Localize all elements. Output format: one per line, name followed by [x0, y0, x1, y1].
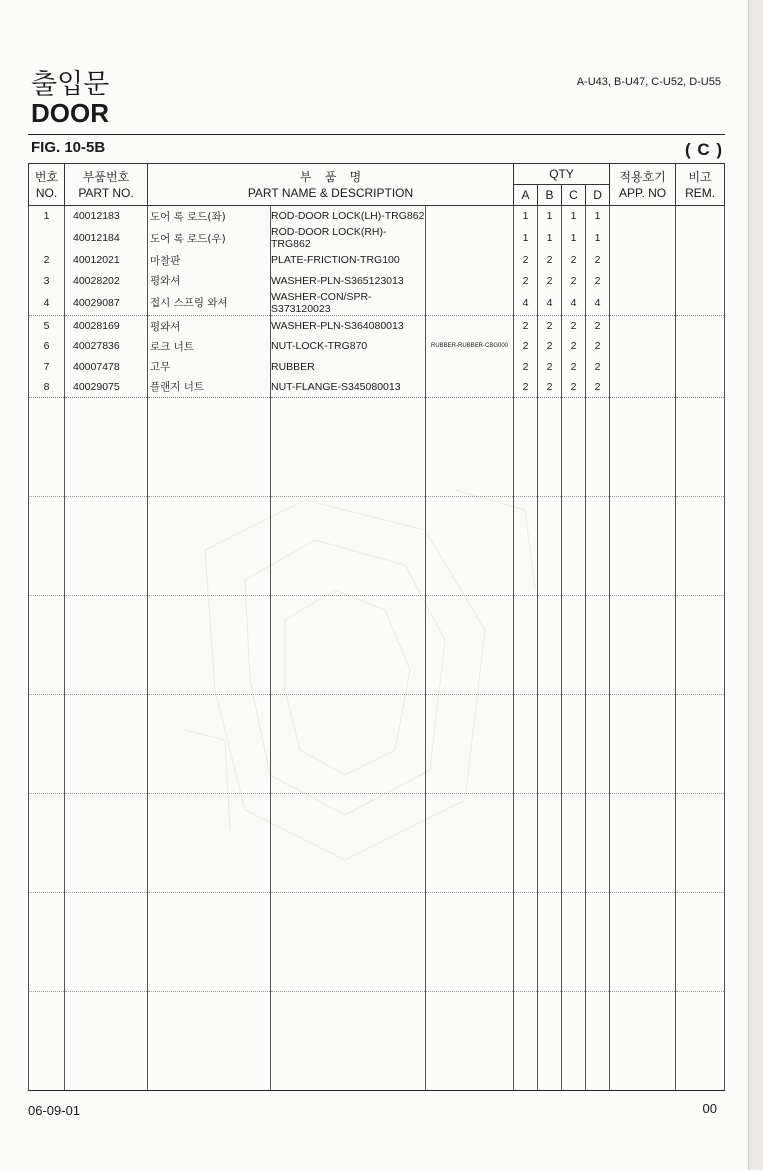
- empty-cell: [29, 398, 65, 497]
- row-no: [29, 226, 65, 250]
- empty-row-block: [29, 893, 725, 992]
- row-qty-c: 2: [562, 377, 586, 398]
- empty-cell: [29, 794, 65, 893]
- table-row: [29, 250, 725, 270]
- row-remarks: [676, 377, 725, 398]
- row-qty-a: 1: [514, 206, 538, 227]
- table-row: [29, 377, 725, 398]
- empty-cell: [271, 695, 426, 794]
- title-english: DOOR: [31, 98, 109, 128]
- empty-cell: [610, 893, 676, 992]
- row-app-no: [610, 206, 676, 227]
- empty-cell: [426, 893, 514, 992]
- table-row: [29, 291, 725, 316]
- empty-cell: [426, 794, 514, 893]
- empty-cell: [426, 497, 514, 596]
- row-qty-d: 2: [586, 336, 610, 356]
- row-qty-a: 2: [514, 377, 538, 398]
- empty-cell: [538, 893, 562, 992]
- qty-col-b: B: [538, 185, 562, 206]
- row-app-no: [610, 271, 676, 291]
- row-remarks: [676, 315, 725, 336]
- col-part-kr: 부품번호: [82, 169, 130, 184]
- row-no: 1: [29, 206, 65, 227]
- row-note: [426, 250, 514, 270]
- row-name-en: WASHER-PLN-S364080013: [271, 315, 426, 336]
- empty-cell: [538, 398, 562, 497]
- empty-cell: [538, 497, 562, 596]
- empty-cell: [65, 596, 148, 695]
- row-name-kr: 평와셔: [148, 315, 271, 336]
- col-no-en: NO.: [35, 185, 58, 200]
- col-header-part-no: [65, 164, 148, 206]
- empty-cell: [676, 497, 725, 596]
- row-qty-a: 2: [514, 315, 538, 336]
- empty-cell: [586, 398, 610, 497]
- row-note: [426, 356, 514, 376]
- revision-date: 06-09-01: [28, 1103, 81, 1118]
- row-remarks: [676, 206, 725, 227]
- empty-cell: [65, 794, 148, 893]
- empty-cell: [426, 695, 514, 794]
- row-qty-d: 2: [586, 356, 610, 376]
- row-note: RUBBER-RUBBER-CBG000: [426, 336, 514, 356]
- row-qty-a: 2: [514, 250, 538, 270]
- empty-cell: [514, 497, 538, 596]
- row-no: 5: [29, 315, 65, 336]
- empty-row-block: [29, 794, 725, 893]
- empty-cell: [29, 497, 65, 596]
- empty-cell: [676, 992, 725, 1091]
- row-part-no: 40028169: [65, 315, 148, 336]
- row-name-en: RUBBER: [271, 356, 426, 376]
- empty-row-block: [29, 497, 725, 596]
- row-qty-c: 2: [562, 356, 586, 376]
- empty-cell: [271, 794, 426, 893]
- model-list: A-U43, B-U47, C-U52, D-U55: [576, 76, 721, 88]
- row-name-en: PLATE-FRICTION-TRG100: [271, 250, 426, 270]
- row-qty-b: 2: [538, 336, 562, 356]
- empty-cell: [148, 497, 271, 596]
- row-qty-c: 2: [562, 250, 586, 270]
- col-no-kr: 번호: [34, 169, 59, 184]
- empty-cell: [271, 497, 426, 596]
- row-name-kr: 로크 너트: [148, 336, 271, 356]
- empty-cell: [65, 992, 148, 1091]
- empty-cell: [586, 794, 610, 893]
- empty-cell: [562, 794, 586, 893]
- row-name-kr: 평와셔: [148, 271, 271, 291]
- row-qty-d: 1: [586, 226, 610, 250]
- row-part-no: 40007478: [65, 356, 148, 376]
- empty-cell: [562, 992, 586, 1091]
- empty-cell: [29, 596, 65, 695]
- empty-cell: [586, 596, 610, 695]
- row-remarks: [676, 336, 725, 356]
- empty-cell: [538, 695, 562, 794]
- empty-cell: [610, 695, 676, 794]
- binder-edge: [748, 0, 763, 1170]
- empty-cell: [65, 497, 148, 596]
- figure-number: FIG. 10-5B: [31, 139, 106, 156]
- row-name-en: NUT-FLANGE-S345080013: [271, 377, 426, 398]
- empty-cell: [148, 695, 271, 794]
- row-remarks: [676, 226, 725, 250]
- empty-cell: [426, 596, 514, 695]
- row-remarks: [676, 291, 725, 316]
- row-qty-b: 4: [538, 291, 562, 316]
- table-row: [29, 226, 725, 250]
- row-part-no: 40027836: [65, 336, 148, 356]
- row-name-en: ROD-DOOR LOCK(RH)-TRG862: [271, 226, 426, 250]
- empty-cell: [676, 893, 725, 992]
- row-qty-d: 2: [586, 250, 610, 270]
- empty-cell: [562, 497, 586, 596]
- empty-cell: [586, 992, 610, 1091]
- row-name-en: WASHER-PLN-S365123013: [271, 271, 426, 291]
- col-app-kr: 적용호기: [619, 169, 666, 184]
- row-name-kr: 도어 록 로드(우): [148, 226, 271, 250]
- empty-cell: [514, 596, 538, 695]
- empty-cell: [676, 695, 725, 794]
- col-rem-kr: 비고: [688, 169, 712, 184]
- parts-table: [28, 163, 725, 1091]
- empty-cell: [65, 398, 148, 497]
- empty-cell: [562, 893, 586, 992]
- row-note: [426, 271, 514, 291]
- empty-cell: [514, 893, 538, 992]
- row-note: [426, 377, 514, 398]
- empty-cell: [610, 992, 676, 1091]
- page-number: 00: [702, 1101, 717, 1116]
- empty-cell: [426, 398, 514, 497]
- empty-row-block: [29, 695, 725, 794]
- row-qty-c: 1: [562, 226, 586, 250]
- empty-row-block: [29, 596, 725, 695]
- row-app-no: [610, 315, 676, 336]
- row-remarks: [676, 250, 725, 270]
- row-qty-a: 2: [514, 336, 538, 356]
- row-name-en: WASHER-CON/SPR-S373120023: [271, 291, 426, 316]
- row-qty-c: 2: [562, 271, 586, 291]
- row-qty-d: 2: [586, 377, 610, 398]
- row-note: [426, 206, 514, 227]
- col-rem-en: REM.: [685, 185, 716, 200]
- row-qty-b: 2: [538, 356, 562, 376]
- empty-cell: [271, 596, 426, 695]
- empty-cell: [538, 992, 562, 1091]
- row-part-no: 40012183: [65, 206, 148, 227]
- empty-cell: [538, 794, 562, 893]
- row-qty-d: 1: [586, 206, 610, 227]
- row-app-no: [610, 250, 676, 270]
- empty-cell: [562, 596, 586, 695]
- empty-cell: [29, 695, 65, 794]
- col-name-kr: 부 품 명: [299, 169, 362, 184]
- row-note: [426, 315, 514, 336]
- header-rule: [28, 134, 725, 135]
- row-qty-c: 2: [562, 336, 586, 356]
- row-part-no: 40029087: [65, 291, 148, 316]
- qty-col-c: C: [562, 185, 586, 206]
- row-no: 3: [29, 271, 65, 291]
- table-row: [29, 336, 725, 356]
- empty-cell: [148, 992, 271, 1091]
- empty-cell: [514, 992, 538, 1091]
- empty-cell: [148, 596, 271, 695]
- row-qty-c: 1: [562, 206, 586, 227]
- empty-cell: [538, 596, 562, 695]
- empty-cell: [29, 992, 65, 1091]
- empty-row-block: [29, 992, 725, 1091]
- table-row: [29, 356, 725, 376]
- row-qty-b: 2: [538, 271, 562, 291]
- row-name-kr: 고무: [148, 356, 271, 376]
- empty-cell: [562, 695, 586, 794]
- row-qty-a: 2: [514, 356, 538, 376]
- row-qty-b: 2: [538, 315, 562, 336]
- empty-cell: [426, 992, 514, 1091]
- variant-label: ( C ): [684, 140, 723, 159]
- empty-cell: [586, 893, 610, 992]
- row-app-no: [610, 336, 676, 356]
- empty-cell: [610, 497, 676, 596]
- row-part-no: 40012184: [65, 226, 148, 250]
- col-header-qty: QTY: [514, 164, 610, 185]
- row-qty-d: 2: [586, 315, 610, 336]
- empty-cell: [148, 893, 271, 992]
- table-row: [29, 271, 725, 291]
- col-header-app-no: [610, 164, 676, 206]
- row-note: [426, 291, 514, 316]
- row-qty-b: 2: [538, 377, 562, 398]
- parts-rows: [29, 206, 725, 1091]
- row-note: [426, 226, 514, 250]
- empty-cell: [148, 794, 271, 893]
- row-no: 4: [29, 291, 65, 316]
- empty-cell: [676, 398, 725, 497]
- row-qty-a: 4: [514, 291, 538, 316]
- empty-cell: [271, 893, 426, 992]
- row-qty-b: 2: [538, 250, 562, 270]
- row-name-kr: 접시 스프링 와셔: [148, 291, 271, 316]
- empty-cell: [586, 497, 610, 596]
- row-no: 8: [29, 377, 65, 398]
- row-app-no: [610, 226, 676, 250]
- empty-cell: [586, 695, 610, 794]
- row-qty-b: 1: [538, 206, 562, 227]
- row-qty-d: 2: [586, 271, 610, 291]
- empty-cell: [148, 398, 271, 497]
- empty-cell: [676, 596, 725, 695]
- empty-cell: [271, 992, 426, 1091]
- col-name-en: PART NAME & DESCRIPTION: [247, 185, 414, 200]
- table-row: [29, 315, 725, 336]
- empty-row-block: [29, 398, 725, 497]
- row-part-no: 40012021: [65, 250, 148, 270]
- empty-cell: [676, 794, 725, 893]
- row-app-no: [610, 291, 676, 316]
- row-no: 7: [29, 356, 65, 376]
- empty-cell: [610, 596, 676, 695]
- row-name-en: ROD-DOOR LOCK(LH)-TRG862: [271, 206, 426, 227]
- col-app-en: APP. NO: [618, 185, 667, 200]
- col-part-en: PART NO.: [78, 185, 134, 200]
- empty-cell: [29, 893, 65, 992]
- row-name-en: NUT-LOCK-TRG870: [271, 336, 426, 356]
- row-qty-c: 4: [562, 291, 586, 316]
- row-qty-a: 1: [514, 226, 538, 250]
- empty-cell: [514, 794, 538, 893]
- empty-cell: [65, 695, 148, 794]
- row-name-kr: 마찰판: [148, 250, 271, 270]
- row-name-kr: 플랜지 너트: [148, 377, 271, 398]
- row-qty-b: 1: [538, 226, 562, 250]
- col-header-remarks: [676, 164, 725, 206]
- row-part-no: 40029075: [65, 377, 148, 398]
- row-name-kr: 도어 록 로드(좌): [148, 206, 271, 227]
- row-part-no: 40028202: [65, 271, 148, 291]
- col-header-no: [29, 164, 65, 206]
- row-app-no: [610, 377, 676, 398]
- table-row: [29, 206, 725, 227]
- row-app-no: [610, 356, 676, 376]
- row-no: 6: [29, 336, 65, 356]
- row-no: 2: [29, 250, 65, 270]
- qty-col-d: D: [586, 185, 610, 206]
- empty-cell: [271, 398, 426, 497]
- empty-cell: [610, 398, 676, 497]
- empty-cell: [610, 794, 676, 893]
- row-qty-a: 2: [514, 271, 538, 291]
- row-remarks: [676, 271, 725, 291]
- empty-cell: [514, 695, 538, 794]
- title-korean: 출입문: [31, 69, 110, 100]
- empty-cell: [65, 893, 148, 992]
- row-remarks: [676, 356, 725, 376]
- col-header-part-name: [148, 164, 514, 206]
- row-qty-c: 2: [562, 315, 586, 336]
- empty-cell: [562, 398, 586, 497]
- qty-col-a: A: [514, 185, 538, 206]
- empty-cell: [514, 398, 538, 497]
- row-qty-d: 4: [586, 291, 610, 316]
